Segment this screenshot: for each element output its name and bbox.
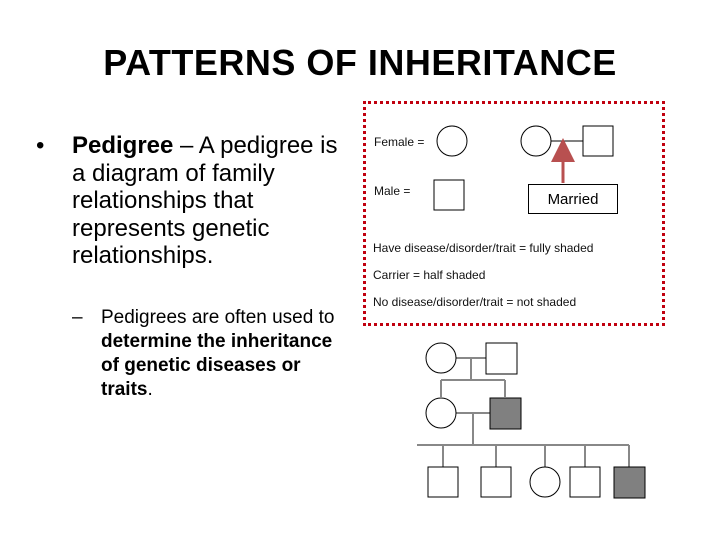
gen3-female bbox=[530, 467, 560, 497]
unaffected-legend-text: No disease/disorder/trait = not shaded bbox=[373, 295, 577, 309]
gen2-female bbox=[426, 398, 456, 428]
pedigree-definition: – A pedigree is a diagram of family relationships that represents genetic relationships. bbox=[72, 132, 338, 269]
sub-bullet-bold: determine the inheritance of genetic diseases or traits bbox=[101, 331, 333, 400]
gen1-male bbox=[486, 343, 517, 374]
gen3-male-affected bbox=[614, 467, 645, 498]
sub-bullet-end: . bbox=[147, 379, 153, 400]
gen3-male-1 bbox=[428, 467, 458, 497]
married-label: Married bbox=[547, 190, 599, 208]
legend-married-female bbox=[521, 126, 551, 156]
gen1-female bbox=[426, 343, 456, 373]
affected-legend-text: Have disease/disorder/trait = fully shaded bbox=[373, 241, 594, 255]
bullet-dash: – bbox=[72, 307, 83, 328]
female-label: Female = bbox=[374, 135, 425, 149]
pedigree-term: Pedigree bbox=[72, 132, 174, 159]
slide-title: PATTERNS OF INHERITANCE bbox=[103, 42, 617, 83]
gen3-male-3 bbox=[570, 467, 600, 497]
bullet-dot: • bbox=[36, 132, 45, 159]
legend-male-symbol bbox=[434, 180, 464, 210]
gen2-male-affected bbox=[490, 398, 521, 429]
legend-female-symbol bbox=[437, 126, 467, 156]
gen3-male-2 bbox=[481, 467, 511, 497]
carrier-legend-text: Carrier = half shaded bbox=[373, 268, 486, 282]
legend-married-male bbox=[583, 126, 613, 156]
male-label: Male = bbox=[374, 184, 411, 198]
sub-bullet-plain: Pedigrees are often used to bbox=[101, 307, 335, 328]
